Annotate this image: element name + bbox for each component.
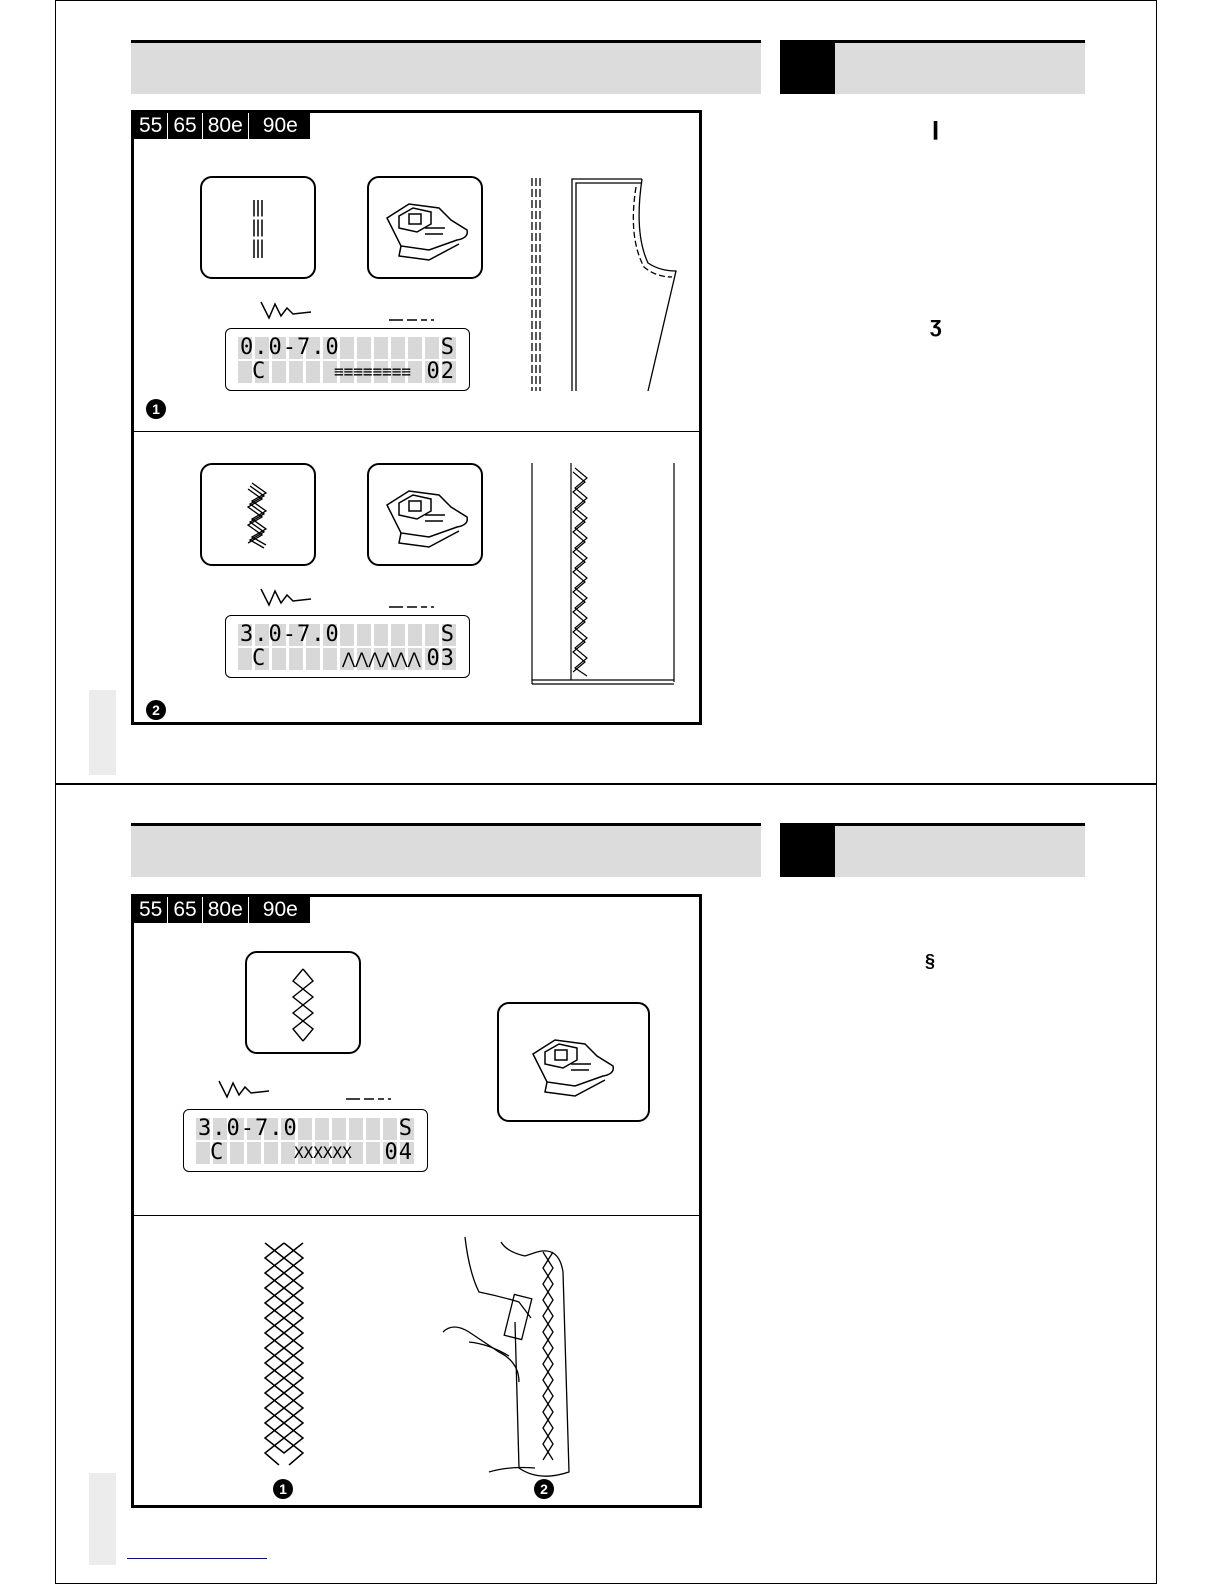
rick-rack-seam-illustration xyxy=(529,458,689,690)
lcd-pattern-number: 02 xyxy=(426,359,455,384)
lcd-mode: S xyxy=(440,622,455,647)
bottom-illustration-panel xyxy=(131,894,702,1508)
sewing-hands-illustration xyxy=(439,1232,589,1482)
model-label: 55 xyxy=(134,897,168,923)
step-marker-1: 1 xyxy=(146,399,166,419)
lcd-pattern-number: 03 xyxy=(426,646,455,671)
model-label: 80e xyxy=(203,897,249,923)
top-main-header-bar xyxy=(131,40,761,94)
straight-stretch-stitch-icon xyxy=(200,176,316,279)
lcd-c-label: C xyxy=(210,1140,225,1165)
feather-stitch-glyph: § xyxy=(925,951,936,971)
lcd-display xyxy=(225,328,470,391)
model-label: 65 xyxy=(168,113,202,139)
presser-foot-icon xyxy=(367,176,483,279)
straight-stretch-seam-illustration xyxy=(524,173,694,395)
top-side-header-square xyxy=(780,40,835,94)
bottom-main-header-bar xyxy=(131,823,761,877)
model-label: 90e xyxy=(262,114,298,137)
bottom-side-header-square xyxy=(780,823,835,877)
rick-rack-stitch-icon xyxy=(200,463,316,566)
lcd-pattern-number: 04 xyxy=(384,1140,413,1165)
stitch-width-icon xyxy=(259,585,319,609)
lcd-pattern: XXXXXX xyxy=(294,1143,352,1162)
top-illustration-panel xyxy=(131,110,702,725)
lcd-width-range: 3.0-7.0 xyxy=(198,1116,298,1141)
step-marker-2: 2 xyxy=(534,1479,554,1499)
model-label: 90e xyxy=(262,898,298,921)
presser-foot-icon xyxy=(497,1002,650,1122)
lcd-display xyxy=(225,615,470,678)
lcd-width-range: 0.0-7.0 xyxy=(240,335,340,360)
lcd-mode: S xyxy=(398,1116,413,1141)
model-label-bar xyxy=(134,113,310,139)
step-marker-1: 1 xyxy=(273,1479,293,1499)
lcd-c-label: C xyxy=(252,646,267,671)
stitch-width-icon xyxy=(259,298,319,322)
model-label: 80e xyxy=(203,113,249,139)
stitch-length-icon xyxy=(387,599,437,611)
panel-divider xyxy=(134,431,699,432)
model-label: 55 xyxy=(134,113,168,139)
lcd-display xyxy=(183,1109,428,1172)
lcd-mode: S xyxy=(440,335,455,360)
stitch-length-icon xyxy=(344,1091,394,1103)
stitch-length-icon xyxy=(387,312,437,324)
lcd-pattern: ⋀⋀⋀⋀⋀⋀ xyxy=(342,649,421,668)
stretch-stitch-glyph: ʒ xyxy=(930,312,942,337)
model-label: 65 xyxy=(168,897,202,923)
feather-stitch-icon xyxy=(245,951,361,1054)
feather-stitch-sample xyxy=(259,1237,309,1469)
footer-link-underline[interactable] xyxy=(127,1558,267,1559)
lcd-width-range: 3.0-7.0 xyxy=(240,622,340,647)
presser-foot-icon xyxy=(367,463,483,566)
model-label-bar xyxy=(134,897,310,923)
bottom-page-tab xyxy=(89,1473,116,1565)
step-marker-2: 2 xyxy=(146,700,166,720)
lcd-c-label: C xyxy=(252,359,267,384)
stitch-width-icon xyxy=(217,1077,277,1101)
top-page-tab xyxy=(89,690,116,775)
lcd-pattern: ≡≡≡≡≡≡≡≡ xyxy=(334,362,412,381)
straight-stitch-glyph: ❙ xyxy=(928,119,944,139)
panel-divider xyxy=(134,1215,699,1216)
